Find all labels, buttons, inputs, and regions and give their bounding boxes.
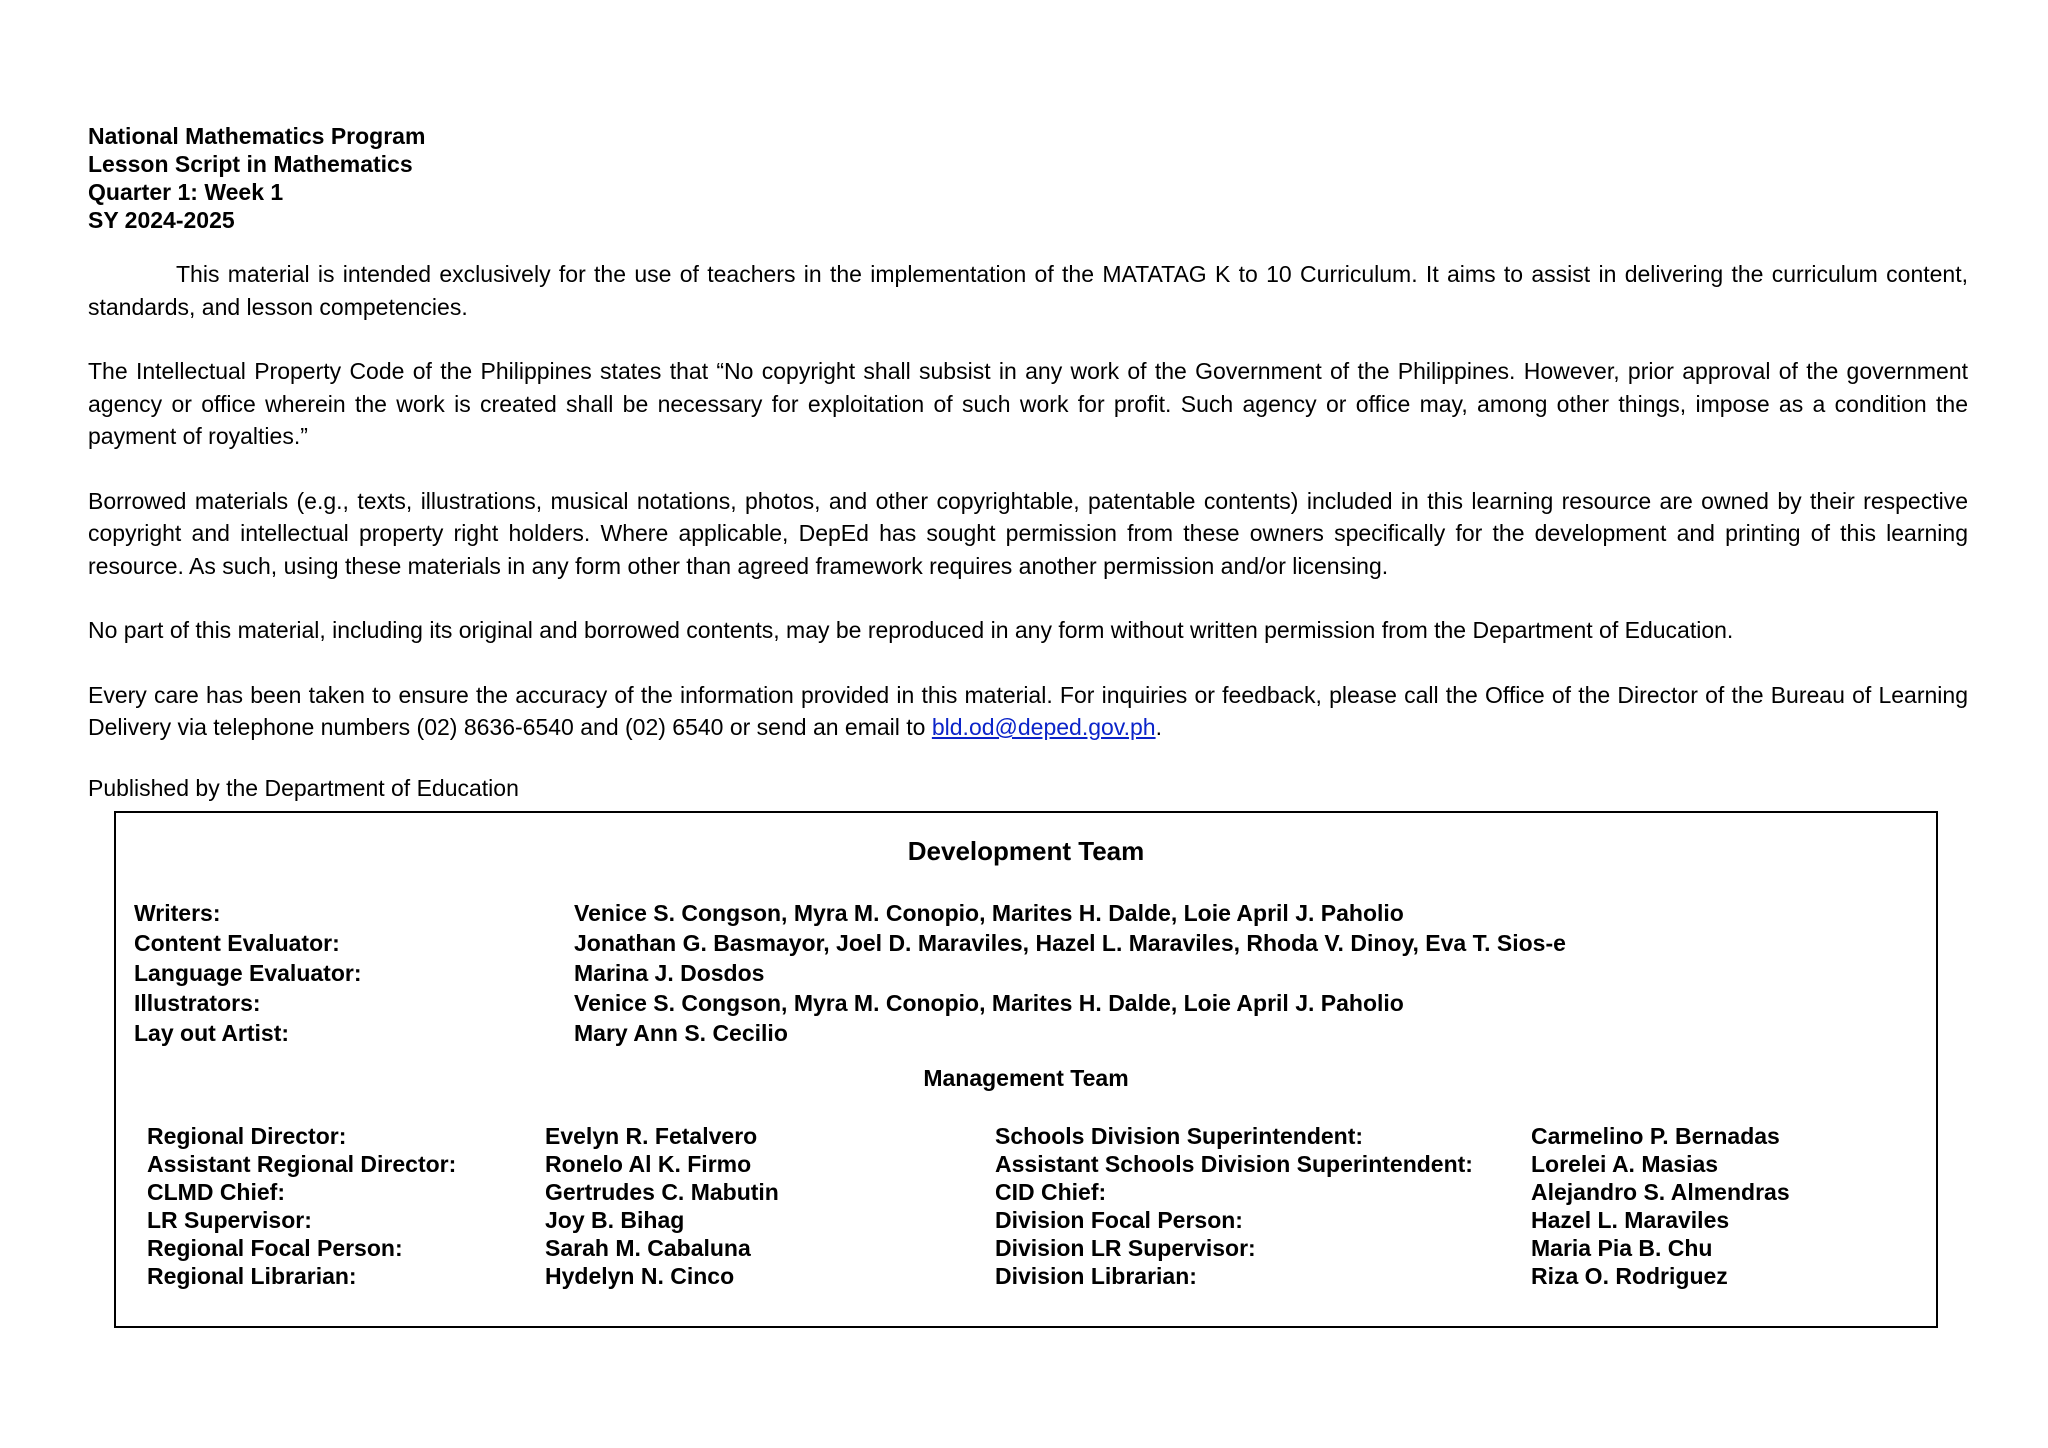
program-title: National Mathematics Program: [88, 123, 426, 149]
mgmt-team-row: [147, 1178, 1916, 1206]
quarter-label: Quarter 1: Week 1: [88, 179, 284, 205]
intro-paragraph: This material is intended exclusively for the use of teachers in the implementation of the MATATAG K to 10 Curriculum. It aims to assist in delivering the curriculum content, standards, and lesson competencies.: [88, 261, 1968, 320]
division-role-label: Division Librarian:: [995, 1263, 1197, 1289]
development-team-list: [134, 898, 1918, 1048]
dev-role-label: Lay out Artist:: [134, 1020, 290, 1046]
regional-role-name: Hydelyn N. Cinco: [545, 1263, 735, 1289]
division-role-name: Lorelei A. Masias: [1531, 1151, 1719, 1177]
dev-team-row: [134, 958, 1918, 988]
school-year-label: SY 2024-2025: [88, 207, 235, 233]
regional-role-name: Evelyn R. Fetalvero: [545, 1123, 758, 1149]
regional-role-label: CLMD Chief:: [147, 1179, 285, 1205]
dev-role-label: Writers:: [134, 900, 221, 926]
division-role-name: Alejandro S. Almendras: [1531, 1179, 1790, 1205]
dev-role-names: Mary Ann S. Cecilio: [574, 1020, 788, 1046]
division-role-name: Carmelino P. Bernadas: [1531, 1123, 1780, 1149]
regional-role-label: Regional Librarian:: [147, 1263, 357, 1289]
dev-team-row: [134, 988, 1918, 1018]
division-role-label: Schools Division Superintendent:: [995, 1123, 1364, 1149]
dev-role-names: Marina J. Dosdos: [574, 960, 765, 986]
ip-code-paragraph: The Intellectual Property Code of the Philippines states that “No copyright shall subsist in any work of the Government of the Philippines. However, prior approval of the government agency or office wherein the work is created shall be necessary for exploitation of such work for profit. Such agency or office may, among other things, impose as a condition the payment of royalties.”: [88, 358, 1968, 449]
no-part-paragraph: No part of this material, including its original and borrowed contents, may be reproduced in any form without written permission from the Department of Education.: [88, 617, 1734, 643]
division-role-label: CID Chief:: [995, 1179, 1107, 1205]
mgmt-team-row: [147, 1122, 1916, 1150]
management-team-title: Management Team: [923, 1065, 1129, 1091]
regional-role-name: Ronelo Al K. Firmo: [545, 1151, 752, 1177]
mgmt-team-row: [147, 1206, 1916, 1234]
document-page: [88, 122, 1968, 825]
division-role-name: Maria Pia B. Chu: [1531, 1235, 1713, 1261]
care-paragraph: [88, 679, 1968, 744]
regional-role-name: Sarah M. Cabaluna: [545, 1235, 751, 1261]
care-text: Every care has been taken to ensure the accuracy of the information provided in this material. For inquiries or feedback, please call the Office of the Director of the Bureau of Learning Delivery via telephone numbers (02) 8636-6540 and (02) 6540 or send an email to: [88, 681, 1968, 740]
division-role-label: Division Focal Person:: [995, 1207, 1243, 1233]
dev-role-names: Venice S. Congson, Myra M. Conopio, Marites H. Dalde, Loie April J. Paholio: [574, 900, 1404, 926]
regional-role-label: LR Supervisor:: [147, 1207, 312, 1233]
dev-team-row: [134, 1018, 1918, 1048]
dev-team-row: [134, 928, 1918, 958]
division-role-name: Hazel L. Maraviles: [1531, 1207, 1730, 1233]
dev-role-label: Illustrators:: [134, 990, 261, 1016]
regional-role-name: Joy B. Bihag: [545, 1207, 685, 1233]
dev-role-names: Venice S. Congson, Myra M. Conopio, Marites H. Dalde, Loie April J. Paholio: [574, 990, 1404, 1016]
mgmt-team-row: [147, 1150, 1916, 1178]
published-by: Published by the Department of Education: [88, 774, 519, 801]
mgmt-team-row: [147, 1262, 1916, 1290]
division-role-name: Riza O. Rodriguez: [1531, 1263, 1728, 1289]
dev-role-label: Content Evaluator:: [134, 930, 340, 956]
development-team-title: Development Team: [907, 836, 1145, 866]
division-role-label: Assistant Schools Division Superintendent:: [995, 1151, 1473, 1177]
regional-role-name: Gertrudes C. Mabutin: [545, 1179, 779, 1205]
lesson-title: Lesson Script in Mathematics: [88, 151, 413, 177]
dev-team-row: [134, 898, 1918, 928]
mgmt-team-row: [147, 1234, 1916, 1262]
division-role-label: Division LR Supervisor:: [995, 1235, 1256, 1261]
regional-role-label: Regional Director:: [147, 1123, 347, 1149]
management-team-list: [147, 1122, 1916, 1290]
borrowed-materials-paragraph: Borrowed materials (e.g., texts, illustrations, musical notations, photos, and other copyrightable, patentable contents) included in this learning resource are owned by their respective copyright and intellectual property right holders. Where applicable, DepEd has sought permission from these owners specifically for the development and printing of this learning resource. As such, using these materials in any form other than agreed framework requires another permission and/or licensing.: [88, 487, 1968, 579]
email-link[interactable]: bld.od@deped.gov.ph: [931, 714, 1156, 740]
regional-role-label: Assistant Regional Director:: [147, 1151, 457, 1177]
dev-role-label: Language Evaluator:: [134, 960, 362, 986]
care-suffix: .: [1155, 714, 1162, 740]
regional-role-label: Regional Focal Person:: [147, 1235, 403, 1261]
team-credits-box: [114, 811, 1938, 1328]
dev-role-names: Jonathan G. Basmayor, Joel D. Maraviles, Hazel L. Maraviles, Rhoda V. Dinoy, Eva T. Sios-e: [574, 930, 1566, 956]
